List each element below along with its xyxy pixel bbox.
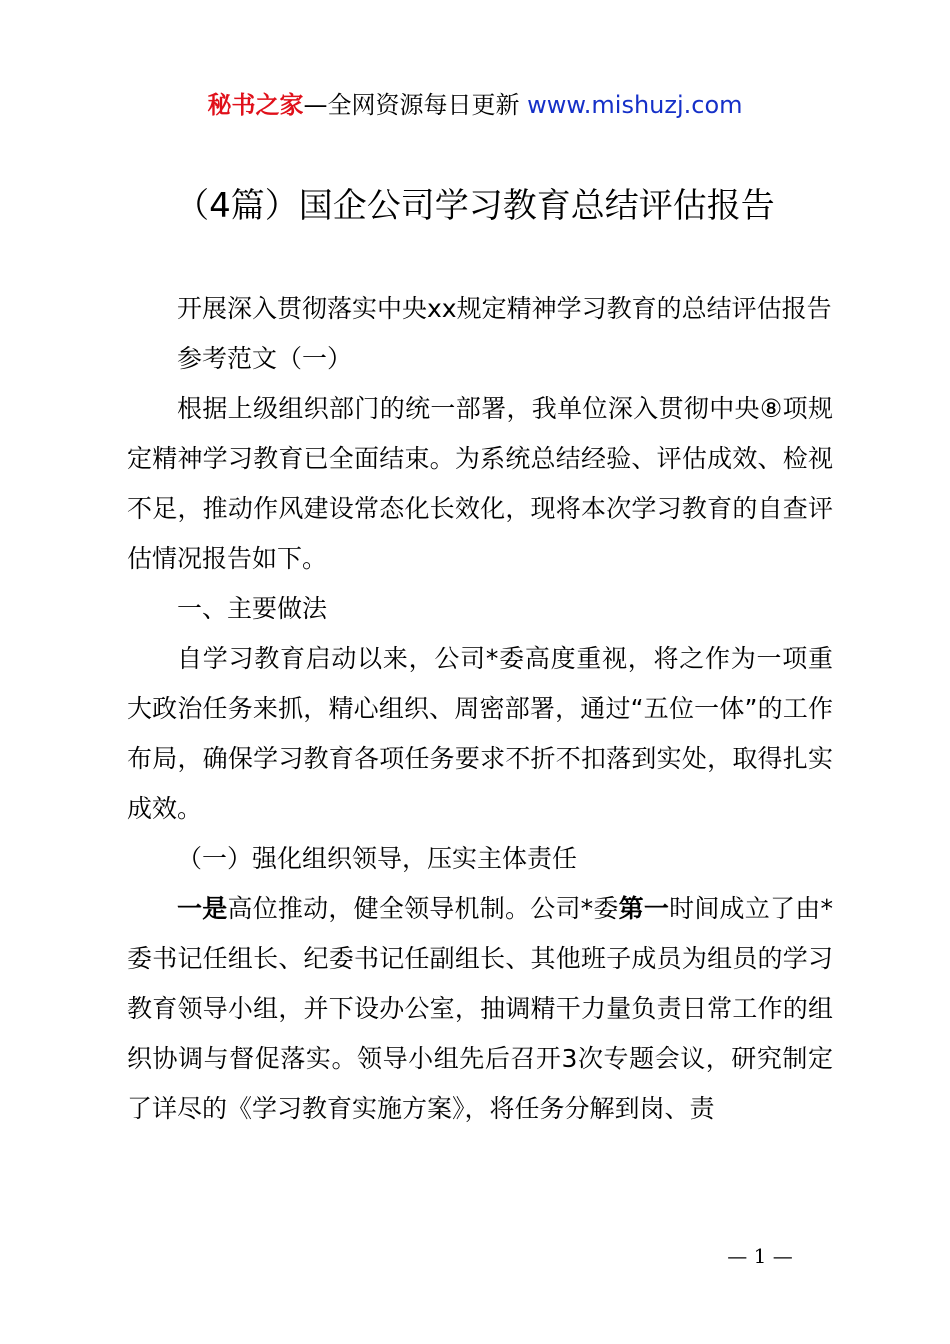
paragraph-intro: 开展深入贯彻落实中央xx规定精神学习教育的总结评估报告	[177, 294, 832, 323]
point-text-part1: 高位推动，健全领导机制。公司*委	[227, 894, 619, 923]
point-text-part2: 时间成立了由*委书记任组长、纪委书记任副组长、其他班子成员为组员的学习教育领导小组，并下设办公室，抽调精干力量负责日常工作的组织协调与督促落实。领导小组先后召开3次专题会议，研究制定了详尽的《学习教育实施方案》，将任务分解到岗、责	[127, 894, 833, 1123]
paragraph-background: 根据上级组织部门的统一部署，我单位深入贯彻中央⑧项规定精神学习教育已全面结束。为系统总结经验、评估成效、检视不足，推动作风建设常态化长效化，现将本次学习教育的自查评估情况报告如下。	[127, 394, 833, 573]
page-number: — 1 —	[727, 1244, 793, 1268]
document-title: （4篇）国企公司学习教育总结评估报告	[175, 186, 775, 226]
document-body	[127, 284, 833, 1134]
brand-name: 秘书之家	[207, 91, 304, 119]
paragraph-first-point	[127, 884, 833, 1134]
subsection-heading-leadership: （一）强化组织领导，压实主体责任	[177, 844, 578, 873]
site-header	[0, 88, 950, 122]
point-lead-label: 一是	[177, 894, 228, 923]
header-tagline: —全网资源每日更新	[303, 91, 528, 119]
point-emphasis: 第一	[618, 894, 670, 923]
paragraph-sample-heading: 参考范文（一）	[177, 344, 353, 373]
header-url-link[interactable]: www.mishuzj.com	[527, 91, 743, 119]
section-heading-main-practices: 一、主要做法	[177, 594, 328, 623]
paragraph-overview: 自学习教育启动以来，公司*委高度重视，将之作为一项重大政治任务来抓，精心组织、周密部署，通过“五位一体”的工作布局，确保学习教育各项任务要求不折不扣落到实处，取得扎实成效。	[127, 644, 833, 823]
